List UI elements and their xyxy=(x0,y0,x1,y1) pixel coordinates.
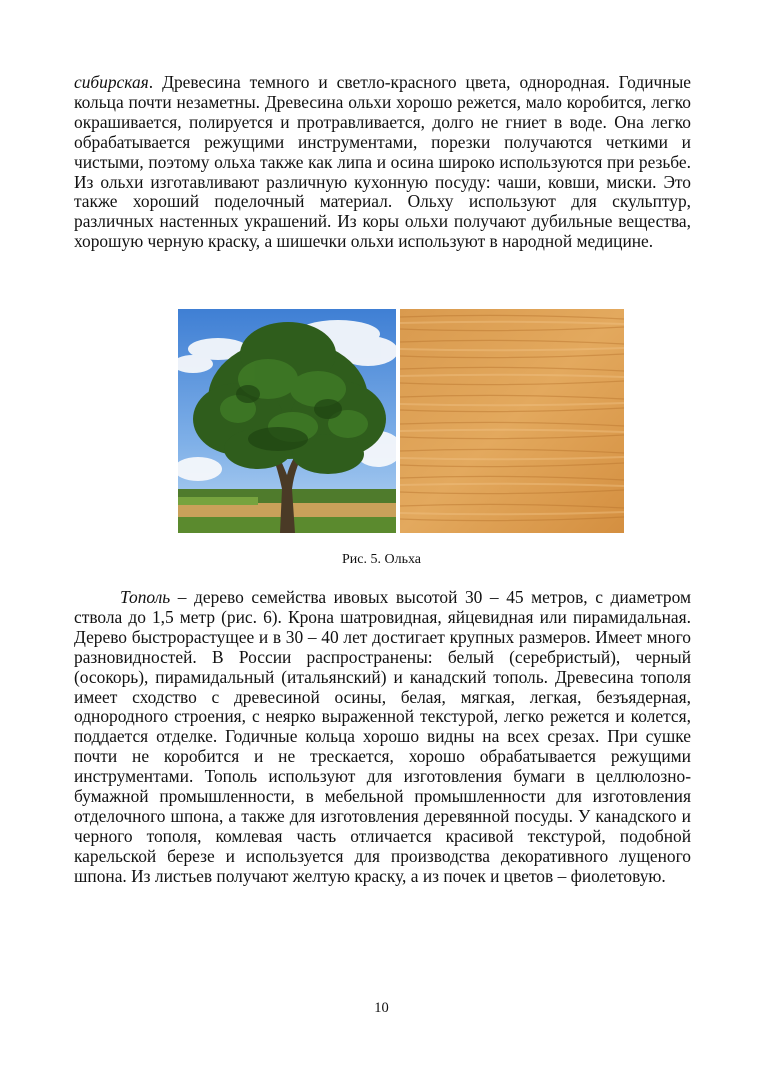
figure-caption: Рис. 5. Ольха xyxy=(341,552,421,567)
tree-photo xyxy=(178,309,396,533)
paragraph-text: . Древесина темного и светло-красного цвета, однородная. Годичные кольца почти незаметны. Древесина ольхи хорошо режется, мало коробится, легко окрашивается, полируется и протравливается, долго не гниет в воде. Она легко обрабатывается режущими инструментами, порезки получаются четкими и чистыми, поэтому ольха также как липа и осина широко используются при резьбе. Из ольхи изготавливают различную кухонную посуду: чаши, ковши, миски. Это также хороший поделочный материал. Ольху используют для скульптур, различных настенных украшений. Из коры ольхи получают дубильные вещества, хорошую черную краску, а шишечки ольхи используют в народной медицине. xyxy=(74,72,691,252)
italic-lead-term: сибирская xyxy=(74,72,149,92)
paragraph-text: – дерево семейства ивовых высотой 30 – 45 метров, с диаметром ствола до 1,5 метр (рис. 6). Крона шатровидная, яйцевидная или пирамидальная. Дерево быстрорастущее и в 30 – 40 лет достигает крупных размеров. Имеет много разновидностей. В России распространены: белый (серебристый), черный (осокорь), пирамидальный (итальянский) и канадский тополь. Древесина тополя имеет сходство с древесиной осины, белая, мягкая, легкая, безъядерная, однородного строения, с неярко выраженной текстурой, легко режется и колется, поддается отделке. Годичные кольца хорошо видны на всех срезах. При сушке почти не коробится и не трескается, хорошо обрабатывается режущими инструментами. Тополь используют для изготовления бумаги в целлюлозно-бумажной промышленности, в мебельной промышленности для изготовления отделочного шпона, а также для изготовления деревянной посуды. У канадского и черного тополя, комлевая часть отличается красивой текстурой, подобной карельской березе и используется для производства декоративного лущеного шпона. Из листьев получают желтую краску, а из почек и цветов – фиолетовую. xyxy=(74,587,691,886)
figure-alder xyxy=(178,309,624,533)
italic-lead-term: Тополь xyxy=(120,587,171,607)
paragraph-poplar xyxy=(74,588,691,887)
paragraph-alder xyxy=(74,73,691,252)
page-number: 10 xyxy=(374,1000,389,1016)
wood-texture-photo xyxy=(400,309,624,533)
